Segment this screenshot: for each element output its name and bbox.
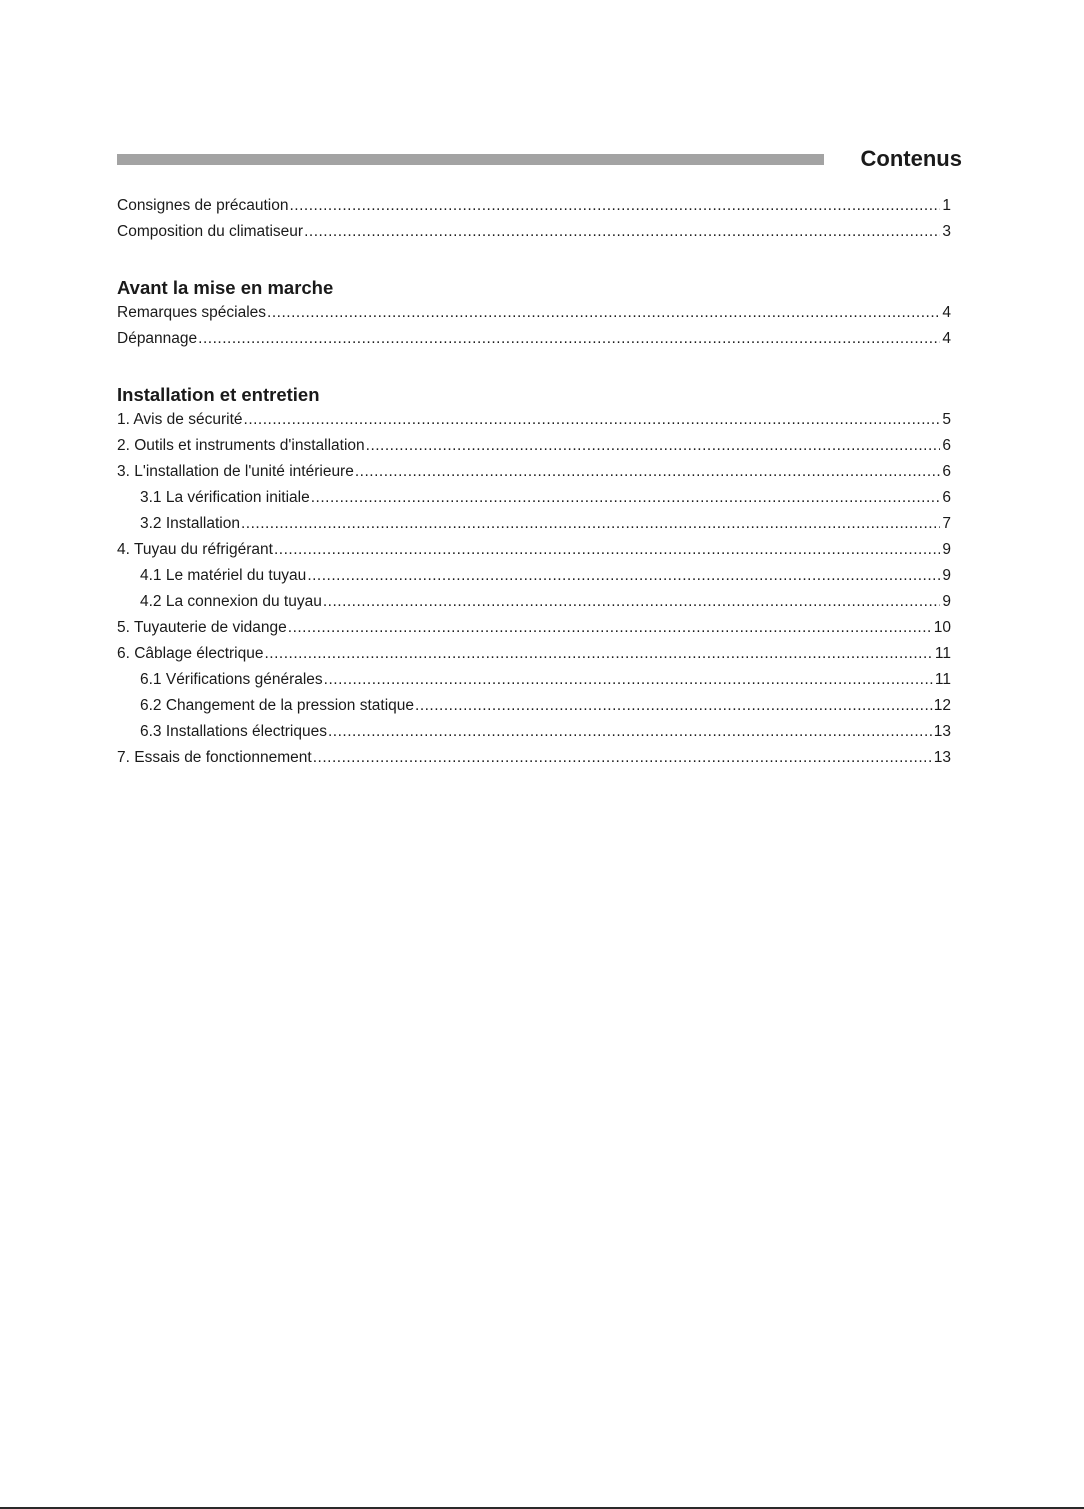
toc-entry-page: 3	[942, 223, 951, 240]
toc-entry-label: 7. Essais de fonctionnement	[117, 749, 312, 766]
toc-subentry[interactable]	[117, 485, 951, 511]
dot-leader	[313, 745, 933, 771]
dot-leader	[307, 563, 940, 589]
toc-entry-label: 6.2 Changement de la pression statique	[140, 697, 415, 714]
toc-entry[interactable]	[117, 433, 951, 459]
toc-subentry[interactable]	[117, 719, 951, 745]
toc-entry-label: 6.3 Installations électriques	[140, 723, 327, 740]
toc-entry-label: 6.1 Vérifications générales	[140, 671, 323, 688]
dot-leader	[355, 459, 940, 485]
toc-entry-page: 12	[933, 697, 951, 714]
dot-leader	[244, 407, 940, 433]
dot-leader	[198, 326, 940, 352]
dot-leader	[304, 219, 940, 245]
toc-entry-page: 6	[942, 463, 951, 480]
dot-leader	[328, 719, 933, 745]
toc-entry-label: 1. Avis de sécurité	[117, 411, 243, 428]
toc-entry-page: 13	[933, 723, 951, 740]
toc-entry-page: 11	[934, 645, 951, 662]
toc-entry-page: 11	[934, 671, 951, 688]
toc-entry-label: Consignes de précaution	[117, 197, 289, 214]
toc-section-avant	[117, 274, 951, 352]
toc-entry-label: Dépannage	[117, 330, 198, 347]
toc-entry-list	[117, 407, 951, 771]
section-heading: Avant la mise en marche	[117, 277, 334, 298]
toc-subentry[interactable]	[117, 563, 951, 589]
toc-entry[interactable]	[117, 300, 951, 326]
toc-entry[interactable]	[117, 407, 951, 433]
toc-entry-label: 4. Tuyau du réfrigérant	[117, 541, 273, 558]
dot-leader	[366, 433, 940, 459]
toc-entry-label: 4.1 Le matériel du tuyau	[140, 567, 307, 584]
dot-leader	[288, 615, 933, 641]
toc-entry-label: 2. Outils et instruments d'installation	[117, 437, 365, 454]
toc-subentry[interactable]	[117, 667, 951, 693]
toc-entry-page: 6	[942, 489, 951, 506]
toc-entry[interactable]	[117, 745, 951, 771]
toc-entry-label: 5. Tuyauterie de vidange	[117, 619, 287, 636]
toc-entry[interactable]	[117, 459, 951, 485]
toc-entry[interactable]	[117, 193, 951, 219]
toc-subentry[interactable]	[117, 589, 951, 615]
toc-entry-page: 5	[942, 411, 951, 428]
toc-entry-page: 4	[942, 330, 951, 347]
toc-entry-label: 3.2 Installation	[140, 515, 240, 532]
toc-entry-page: 1	[942, 197, 951, 214]
section-heading: Installation et entretien	[117, 384, 320, 405]
toc-entry-page: 4	[942, 304, 951, 321]
toc-entry-label: 6. Câblage électrique	[117, 645, 264, 662]
toc-entry[interactable]	[117, 219, 951, 245]
dot-leader	[415, 693, 933, 719]
toc-subentry[interactable]	[117, 693, 951, 719]
toc-section-installation	[117, 381, 951, 771]
toc-entry-page: 13	[933, 749, 951, 766]
toc-entry[interactable]	[117, 641, 951, 667]
toc-entry-label: 3.1 La vérification initiale	[140, 489, 310, 506]
toc-subentry[interactable]	[117, 511, 951, 537]
toc-entry-label: 4.2 La connexion du tuyau	[140, 593, 322, 610]
toc-entry-page: 7	[942, 515, 951, 532]
dot-leader	[267, 300, 940, 326]
toc-intro	[117, 193, 951, 245]
dot-leader	[241, 511, 940, 537]
toc-entry-page: 9	[942, 567, 951, 584]
dot-leader	[311, 485, 940, 511]
dot-leader	[265, 641, 934, 667]
table-of-contents	[117, 193, 951, 771]
toc-entry[interactable]	[117, 326, 951, 352]
dot-leader	[324, 667, 934, 693]
toc-entry[interactable]	[117, 615, 951, 641]
toc-entry-label: 3. L'installation de l'unité intérieure	[117, 463, 354, 480]
dot-leader	[274, 537, 940, 563]
toc-entry-page: 9	[942, 541, 951, 558]
toc-entry-page: 10	[933, 619, 951, 636]
dot-leader	[323, 589, 940, 615]
header-bar	[117, 154, 824, 165]
toc-entry-page: 6	[942, 437, 951, 454]
toc-entry-label: Composition du climatiseur	[117, 223, 304, 240]
toc-entry[interactable]	[117, 537, 951, 563]
toc-entry-label: Remarques spéciales	[117, 304, 267, 321]
dot-leader	[289, 193, 940, 219]
toc-entry-page: 9	[942, 593, 951, 610]
page-title: Contenus	[860, 146, 962, 171]
